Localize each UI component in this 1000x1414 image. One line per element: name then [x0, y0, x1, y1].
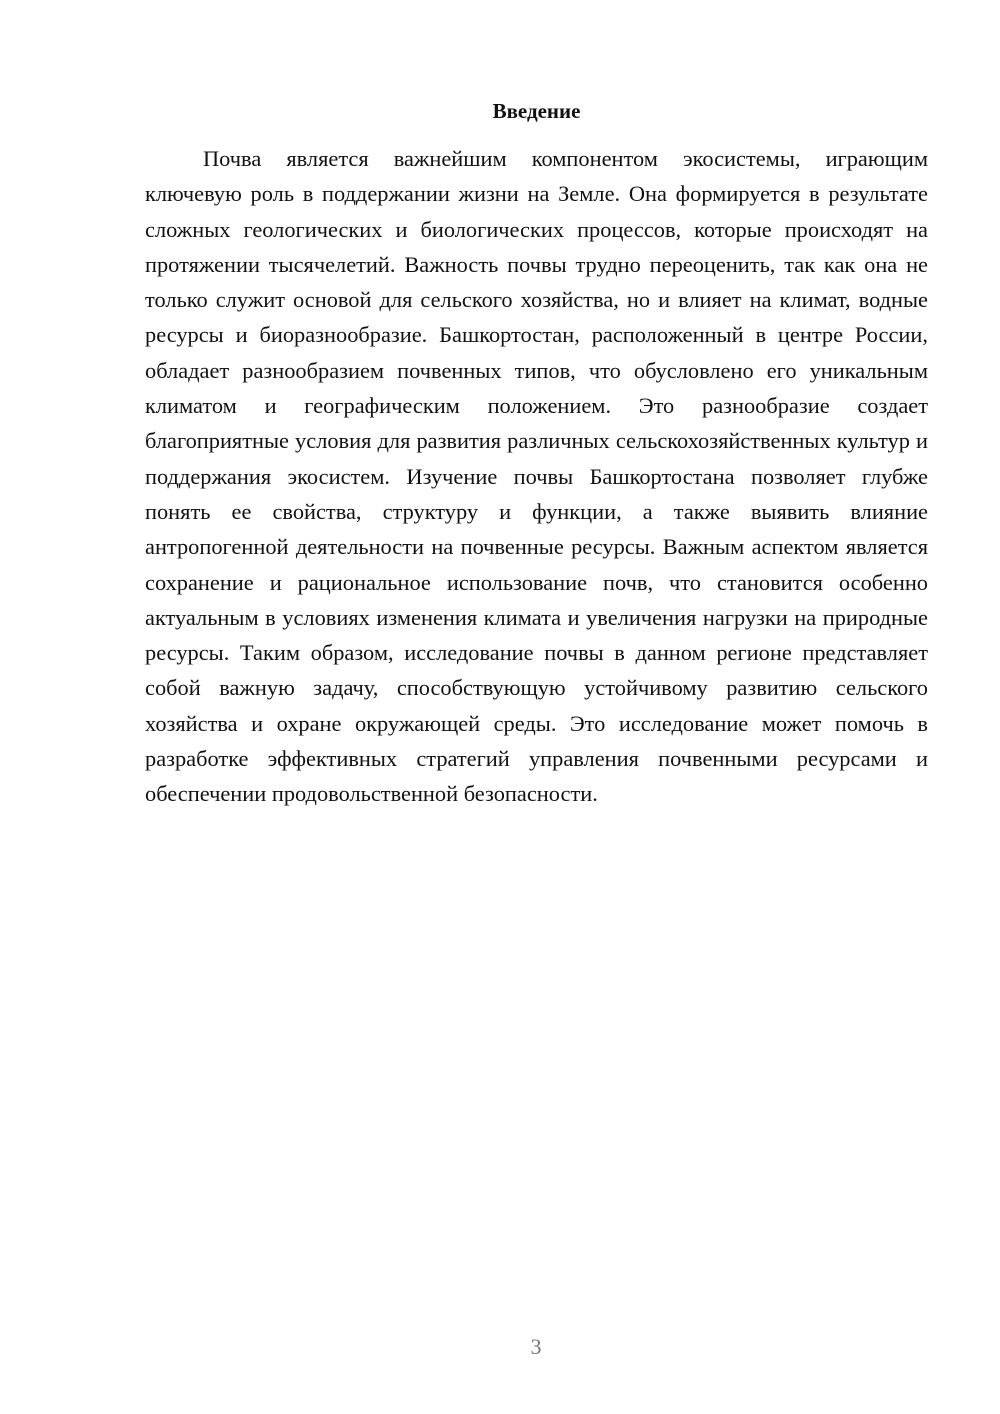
body-paragraph: Почва является важнейшим компонентом экосистемы, играющим ключевую роль в поддержании жизни на Земле. Она формируется в результате сложных геологических и биологических процессов, которые происходят на протяжении тысячелетий. Важность почвы трудно переоценить, так как она не только служит основой для сельского хозяйства, но и влияет на климат, водные ресурсы и биоразнообразие. Башкортостан, расположенный в центре России, обладает разнообразием почвенных типов, что обусловлено его уникальным климатом и географическим положением. Это разнообразие создает благоприятные условия для развития различных сельскохозяйственных культур и поддержания экосистем. Изучение почвы Башкортостана позволяет глубже понять ее свойства, структуру и функции, а также выявить влияние антропогенной деятельности на почвенные ресурсы. Важным аспектом является сохранение и рациональное использование почв, что становится особенно актуальным в условиях изменения климата и увеличения нагрузки на природные ресурсы. Таким образом, исследование почвы в данном регионе представляет собой важную задачу, способствующую устойчивому развитию сельского хозяйства и охране окружающей среды. Это исследование может помочь в разработке эффективных стратегий управления почвенными ресурсами и обеспечении продовольственной безопасности.: [145, 146, 928, 807]
section-heading: Введение: [492, 99, 581, 123]
page-number: 3: [530, 1334, 542, 1359]
